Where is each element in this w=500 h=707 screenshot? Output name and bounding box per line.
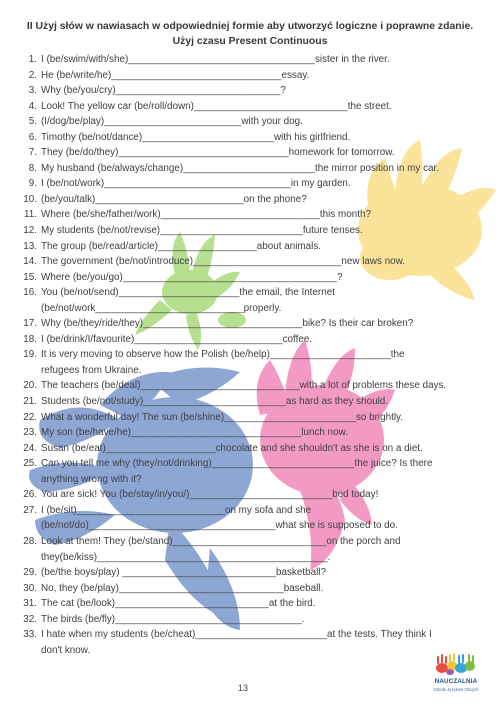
item-number: 13. <box>23 240 37 252</box>
list-item <box>16 52 466 68</box>
item-number: 3. <box>28 85 37 97</box>
item-number: 14. <box>23 256 37 268</box>
item-number: 31. <box>23 598 37 610</box>
list-item <box>16 161 466 177</box>
item-number: 23. <box>23 427 37 439</box>
item-number: 32. <box>23 613 37 625</box>
item-text: Timothy (be/not/dance)________________________with his girlfriend. <box>41 131 351 143</box>
list-item <box>16 270 466 286</box>
item-text: Why (be/you/cry)______________________________? <box>41 85 286 97</box>
exercise-title: II Użyj słów w nawiasach w odpowiedniej formie aby utworzyć logiczne i poprawne zdanie. Użyj czasu Present Continuous <box>26 21 474 47</box>
list-item <box>16 441 466 457</box>
item-text: Susan (be/eat)____________________chocolate and she shouldn't as she is on a diet. <box>41 442 423 454</box>
list-item <box>16 596 466 612</box>
item-text: No, they (be/play)______________________________baseball. <box>41 582 324 594</box>
item-text-continued: anything wrong with it? <box>41 473 142 485</box>
list-item <box>16 425 466 441</box>
list-item <box>16 612 466 628</box>
item-text: I (be/not/work)__________________________________in my garden. <box>41 178 351 190</box>
list-item <box>16 99 466 115</box>
item-number: 6. <box>28 131 37 143</box>
item-text: Where (be/she/father/work)_____________________________this month? <box>41 209 371 221</box>
item-number: 15. <box>23 271 37 283</box>
item-text: The teachers (be/deal)_____________________________with a lot of problems these days. <box>41 380 447 392</box>
list-item <box>16 130 466 146</box>
item-text-continued: refugees from Ukraine. <box>41 364 142 376</box>
item-text: He (be/write/he)_______________________________essay. <box>41 69 310 81</box>
item-text-continued: (be/not/do)__________________________________what she is supposed to do. <box>41 520 398 532</box>
item-number: 9. <box>28 178 37 190</box>
item-text: Where (be/you/go)_______________________________________? <box>41 271 343 283</box>
item-number: 26. <box>23 489 37 501</box>
list-item <box>16 565 466 581</box>
item-text: The cat (be/look)____________________________at the bird. <box>41 598 316 610</box>
item-number: 21. <box>23 396 37 408</box>
page-number: 13 <box>238 683 249 693</box>
item-text: Students (be/not/study)__________________________as hard as they should. <box>41 396 388 408</box>
item-text: You are sick! You (be/stay/in/you/)__________________________bed today! <box>41 489 379 501</box>
item-text: (be/the boys/play) ____________________________basketball? <box>41 567 326 579</box>
list-item <box>16 145 466 161</box>
list-item <box>16 394 466 410</box>
item-text: It is very moving to observe how the Polish (be/help)______________________the <box>41 349 405 361</box>
item-text-continued: they(be/kiss)__________________________________________. <box>41 551 331 563</box>
item-number: 19. <box>23 349 37 361</box>
list-item <box>16 410 466 426</box>
item-text: They (be/do/they)_______________________________homework for tomorrow. <box>41 147 395 159</box>
item-number: 24. <box>23 442 37 454</box>
item-number: 8. <box>28 162 37 174</box>
item-text: I (be/swim/with/she)__________________________________sister in the river. <box>41 54 390 65</box>
item-number: 7. <box>28 147 37 159</box>
item-text-continued: (be/not/work___________________________properly. <box>41 302 282 314</box>
item-text: Why (be/they/ride/they)_____________________________bike? Is their car broken? <box>41 318 414 330</box>
item-number: 18. <box>23 333 37 345</box>
item-text: My students (be/not/revise)__________________________future tenses. <box>41 225 363 237</box>
item-text: I (be/drink/I/favourite)___________________________coffee. <box>41 333 313 345</box>
item-number: 5. <box>28 116 37 128</box>
item-text: My husband (be/always/change)________________________the mirror position in my car. <box>41 162 440 174</box>
list-item <box>16 627 466 658</box>
item-number: 2. <box>28 69 37 81</box>
list-item <box>16 332 466 348</box>
list-item <box>16 223 466 239</box>
item-text: Look! The yellow car (be/roll/down)____________________________the street. <box>41 100 392 112</box>
item-number: 12. <box>23 225 37 237</box>
item-number: 33. <box>23 629 37 641</box>
item-number: 11. <box>24 209 37 221</box>
item-number: 29. <box>23 567 37 579</box>
list-item <box>16 192 466 208</box>
item-number: 27. <box>23 504 37 516</box>
item-number: 16. <box>23 287 37 299</box>
item-text: You (be/not/send)______________________the email, the Internet <box>41 287 335 299</box>
list-item <box>16 254 466 270</box>
list-item <box>16 207 466 223</box>
exercise-list <box>16 52 466 658</box>
item-number: 20. <box>23 380 37 392</box>
item-text: The group (be/read/article)__________________about animals. <box>41 240 321 252</box>
item-text: The birds (be/fly)__________________________________. <box>41 613 305 625</box>
item-number: 10. <box>23 193 37 205</box>
logo-subtitle: Szkoła Językow Obcych <box>433 687 479 692</box>
item-text: (I/dog/be/play)_________________________with your dog. <box>41 116 303 128</box>
list-item <box>16 581 466 597</box>
item-number: 17. <box>23 318 37 330</box>
item-number: 4. <box>28 100 37 112</box>
item-text: What a wonderful day! The sun (be/shine)________________________so brightly. <box>41 411 403 423</box>
handprints-logo-icon <box>428 648 484 678</box>
list-item <box>16 456 466 487</box>
list-item <box>16 114 466 130</box>
item-text: (be/you/talk)___________________________on the phone? <box>41 193 307 205</box>
list-item <box>16 316 466 332</box>
item-number: 25. <box>23 458 37 470</box>
list-item <box>16 503 466 534</box>
list-item <box>16 285 466 316</box>
list-item <box>16 534 466 565</box>
logo-name: NAUCZALNIA <box>434 678 478 685</box>
list-item <box>16 68 466 84</box>
item-number: 30. <box>23 582 37 594</box>
item-text: The government (be/not/introduce)___________________________new laws now. <box>41 256 406 268</box>
item-text: Look at them! They (be/stand)____________________________on the porch and <box>41 535 401 547</box>
item-text: I hate when my students (be/cheat)________________________at the tests. They think I <box>41 629 432 641</box>
list-item <box>16 83 466 99</box>
item-text: My son (be/have/he)_______________________________lunch now. <box>41 427 348 439</box>
list-item <box>16 176 466 192</box>
item-number: 22. <box>23 411 37 423</box>
item-text-continued: don't know. <box>41 644 91 656</box>
item-number: 28. <box>23 535 37 547</box>
list-item <box>16 378 466 394</box>
item-text: I (be/sit)___________________________on my sofa and she <box>41 504 312 516</box>
item-number: 1. <box>28 54 37 65</box>
list-item <box>16 239 466 255</box>
list-item <box>16 347 466 378</box>
item-text: Can you tell me why (they/not/drinking)__________________________the juice? Is there <box>41 458 433 470</box>
nauczalnia-logo <box>428 648 484 702</box>
list-item <box>16 487 466 503</box>
